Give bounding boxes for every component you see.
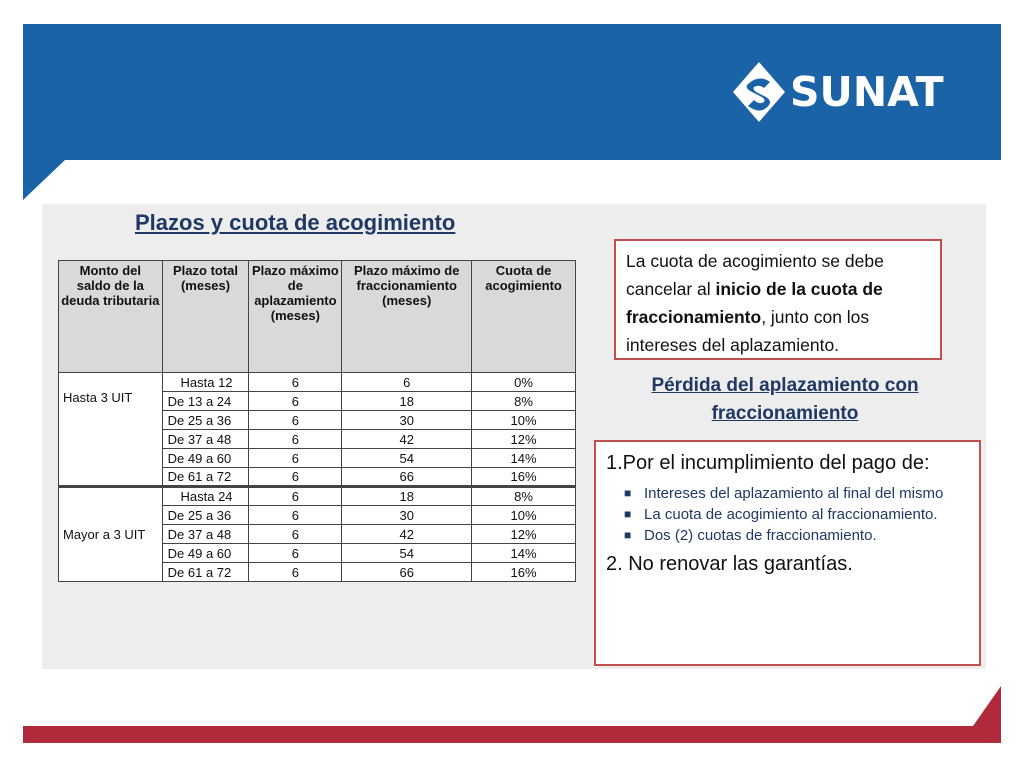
cell-range: De 61 a 72	[162, 563, 249, 582]
cell-range: Hasta 24	[162, 487, 249, 506]
cell-aplazamiento: 6	[249, 525, 342, 544]
brand-name: SUNAT	[790, 67, 944, 116]
loss-bullet-list	[622, 483, 969, 546]
table-row	[59, 487, 576, 506]
cell-cuota: 16%	[472, 563, 576, 582]
cell-cuota: 12%	[472, 430, 576, 449]
cell-cuota: 12%	[472, 525, 576, 544]
header-plazo-fraccionamiento: Plazo máximo de fraccionamiento (meses)	[342, 261, 472, 373]
group-label: Hasta 3 UIT	[59, 373, 163, 487]
cell-fraccionamiento: 6	[342, 373, 472, 392]
slide-title: Plazos y cuota de acogimiento	[135, 210, 456, 235]
cell-cuota: 16%	[472, 468, 576, 487]
cell-fraccionamiento: 66	[342, 563, 472, 582]
sunat-logo	[730, 60, 944, 124]
cell-fraccionamiento: 42	[342, 525, 472, 544]
cell-range: De 37 a 48	[162, 525, 249, 544]
cell-aplazamiento: 6	[249, 392, 342, 411]
note-text-bold: inicio de la cuota de fraccionamiento	[626, 279, 883, 327]
cell-cuota: 0%	[472, 373, 576, 392]
cell-range: De 25 a 36	[162, 506, 249, 525]
group-label: Mayor a 3 UIT	[59, 487, 163, 582]
cell-cuota: 10%	[472, 506, 576, 525]
cell-fraccionamiento: 18	[342, 487, 472, 506]
cell-fraccionamiento: 18	[342, 392, 472, 411]
cell-fraccionamiento: 30	[342, 506, 472, 525]
cell-aplazamiento: 6	[249, 506, 342, 525]
sunat-diamond-icon	[730, 60, 788, 124]
cell-range: De 61 a 72	[162, 468, 249, 487]
cell-aplazamiento: 6	[249, 430, 342, 449]
cell-fraccionamiento: 42	[342, 430, 472, 449]
cell-cuota: 14%	[472, 544, 576, 563]
list-item	[622, 525, 969, 546]
cell-range: De 49 a 60	[162, 544, 249, 563]
cell-aplazamiento: 6	[249, 449, 342, 468]
cell-cuota: 10%	[472, 411, 576, 430]
loss-conditions-box	[594, 440, 981, 666]
cell-range: Hasta 12	[162, 373, 249, 392]
header-cuota: Cuota de acogimiento	[472, 261, 576, 373]
list-item	[622, 483, 969, 504]
cell-fraccionamiento: 54	[342, 449, 472, 468]
cell-aplazamiento: 6	[249, 487, 342, 506]
square-bullet-icon: ■	[624, 486, 632, 500]
acogimiento-note-box	[614, 239, 942, 360]
cell-aplazamiento: 6	[249, 373, 342, 392]
cell-range: De 13 a 24	[162, 392, 249, 411]
cell-fraccionamiento: 54	[342, 544, 472, 563]
cell-aplazamiento: 6	[249, 544, 342, 563]
cell-aplazamiento: 6	[249, 468, 342, 487]
content-area	[42, 204, 986, 669]
plazos-table	[58, 260, 576, 582]
header-monto: Monto del saldo de la deuda tributaria	[59, 261, 163, 373]
cell-aplazamiento: 6	[249, 411, 342, 430]
cell-cuota: 14%	[472, 449, 576, 468]
cell-cuota: 8%	[472, 487, 576, 506]
cell-fraccionamiento: 30	[342, 411, 472, 430]
header-plazo-total: Plazo total (meses)	[162, 261, 249, 373]
table-row	[59, 373, 576, 392]
table-header-row	[59, 261, 576, 373]
cell-fraccionamiento: 66	[342, 468, 472, 487]
list-item	[622, 504, 969, 525]
bullet-text: Dos (2) cuotas de fraccionamiento.	[644, 527, 877, 544]
bullet-text: Intereses del aplazamiento al final del mismo	[644, 485, 944, 502]
square-bullet-icon: ■	[624, 528, 632, 542]
header-plazo-aplazamiento: Plazo máximo de aplazamiento (meses)	[249, 261, 342, 373]
loss-title: Pérdida del aplazamiento con fraccionamiento	[651, 375, 919, 424]
cell-range: De 25 a 36	[162, 411, 249, 430]
loss-point-1: 1.Por el incumplimiento del pago de:	[606, 452, 930, 474]
cell-cuota: 8%	[472, 392, 576, 411]
cell-range: De 37 a 48	[162, 430, 249, 449]
bullet-text: La cuota de acogimiento al fraccionamiento.	[644, 506, 938, 523]
loss-point-2: 2. No renovar las garantías.	[606, 553, 853, 575]
cell-range: De 49 a 60	[162, 449, 249, 468]
square-bullet-icon: ■	[624, 507, 632, 521]
cell-aplazamiento: 6	[249, 563, 342, 582]
note-text-part1: La cuota de acogimiento se debe cancelar al	[626, 251, 884, 299]
note-text-part2: , junto con los intereses del aplazamiento.	[626, 307, 870, 355]
footer-band	[23, 686, 1001, 743]
